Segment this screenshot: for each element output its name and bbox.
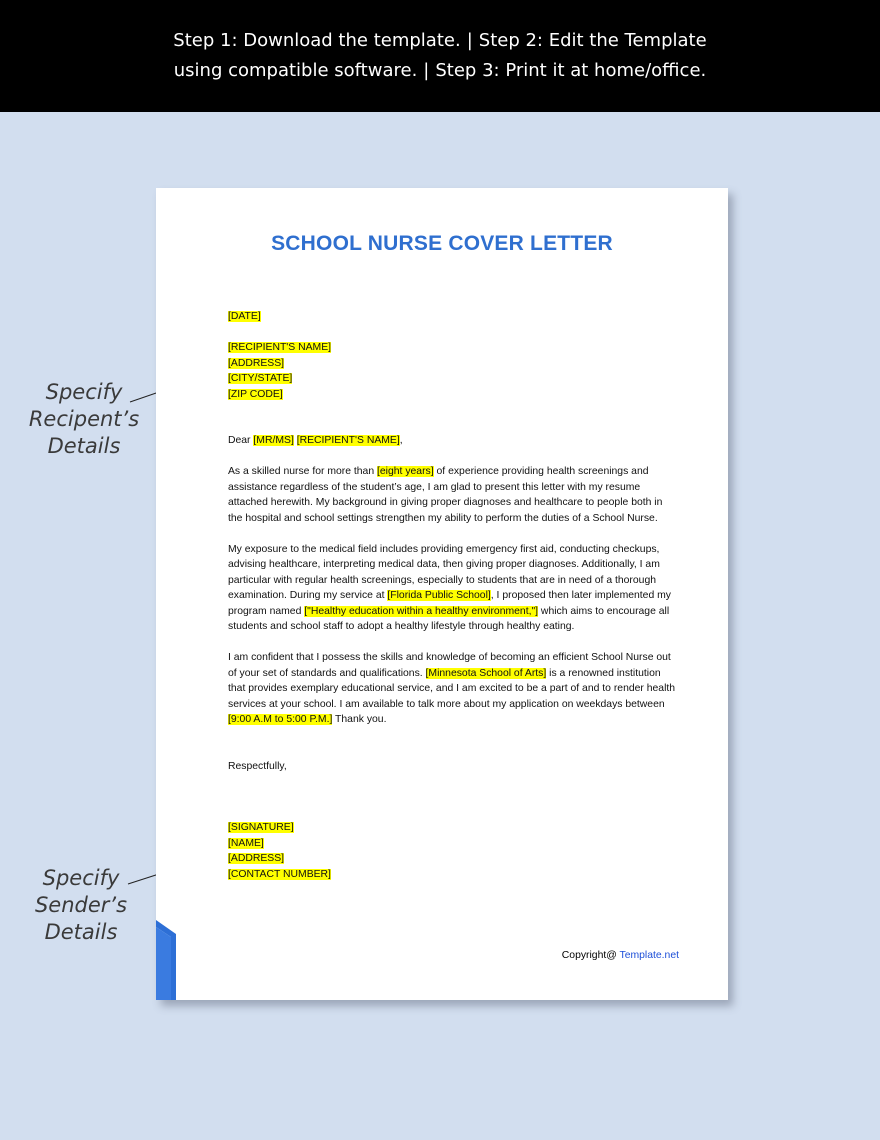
recipient-city-line xyxy=(228,371,678,387)
recipient-address-placeholder: [ADDRESS] xyxy=(228,357,285,369)
salutation-title-placeholder: [MR/MS] xyxy=(253,435,294,446)
paragraph-3 xyxy=(228,650,678,728)
letter-title: SCHOOL NURSE COVER LETTER xyxy=(271,232,613,255)
signature-placeholder: [SIGNATURE] xyxy=(228,822,294,833)
sender-address-line xyxy=(228,851,678,867)
paragraph-2 xyxy=(228,542,678,635)
institution-placeholder: [Minnesota School of Arts] xyxy=(425,667,547,679)
banner-separator: | xyxy=(466,30,473,51)
recipient-name-placeholder: [RECIPIENT'S NAME] xyxy=(228,342,332,353)
copyright-notice xyxy=(562,950,679,961)
salutation-name-placeholder: [RECIPIENT'S NAME] xyxy=(296,435,400,446)
annotation-line: Sender’s xyxy=(34,893,128,917)
date-placeholder: [DATE] xyxy=(228,311,261,322)
copyright-label: Copyright@ xyxy=(561,950,620,961)
hours-placeholder: [9:00 A.M to 5:00 P.M.] xyxy=(228,714,333,725)
salutation-comma: , xyxy=(399,435,403,446)
banner-separator: | xyxy=(423,60,430,81)
sender-address-placeholder: [ADDRESS] xyxy=(228,853,285,864)
sender-annotation xyxy=(26,865,136,946)
p3-text-a: I am confident that I possess the skills and knowledge of becoming an efficient School Nurse out of your set of standards and qualifications. xyxy=(228,652,671,679)
sender-contact-line xyxy=(228,867,678,883)
banner-step-3: Step 3: Print it at home/office. xyxy=(435,60,707,81)
recipient-annotation xyxy=(26,379,142,460)
copyright-brand: Template.net xyxy=(619,950,679,961)
years-placeholder: [eight years] xyxy=(377,466,434,477)
letter-body xyxy=(228,309,678,882)
p2-text-b: , I proposed then later implemented my program named xyxy=(228,590,671,617)
signature-line xyxy=(228,820,678,836)
sender-contact-placeholder: [CONTACT NUMBER] xyxy=(228,868,331,880)
annotation-line: Specify xyxy=(42,866,120,890)
banner-step-2b: using compatible software. xyxy=(173,60,418,81)
sender-name-line xyxy=(228,836,678,852)
annotation-line: Recipent’s xyxy=(28,407,140,431)
salutation xyxy=(228,433,678,449)
program-placeholder: ["Healthy education within a healthy environment,"] xyxy=(304,605,539,617)
letter-page xyxy=(156,188,728,1000)
p3-text-c: Thank you. xyxy=(332,714,387,725)
recipient-city-placeholder: [CITY/STATE] xyxy=(228,373,293,384)
date-line xyxy=(228,309,678,325)
recipient-name-line xyxy=(228,340,678,356)
closing: Respectfully, xyxy=(228,760,287,772)
recipient-zip-placeholder: [ZIP CODE] xyxy=(228,388,283,400)
banner-step-1: Step 1: Download the template. xyxy=(173,30,461,51)
annotation-line: Details xyxy=(44,920,118,944)
banner-step-2a: Step 2: Edit the Template xyxy=(478,30,707,51)
annotation-line: Details xyxy=(47,434,121,458)
p1-text-a: As a skilled nurse for more than xyxy=(228,466,378,477)
annotation-line: Specify xyxy=(45,380,123,404)
p2-text-c: which aims to encourage all students and school staff to adopt a healthy lifestyle through healthy eating. xyxy=(228,605,670,632)
p2-text-a: My exposure to the medical field includes providing emergency first aid, conducting checkups, advising healthcare, interpreting medical data, then giving proper diagnoses. Additionally, I am particular with regular health screenings, especially to students that are in need of a thorough examination. During my service at xyxy=(228,543,660,601)
corner-accent-decoration xyxy=(156,920,180,1000)
p3-text-b: is a renowned institution that provides exemplary educational service, and I am excited to be a part of and to render health services at your school. I am available to talk more about my application on weekdays between xyxy=(228,667,676,710)
paragraph-1 xyxy=(228,464,678,526)
recipient-address-line xyxy=(228,356,678,372)
school-placeholder: [Florida Public School] xyxy=(387,590,491,601)
salutation-dear: Dear xyxy=(228,435,254,446)
sender-name-placeholder: [NAME] xyxy=(228,837,264,849)
recipient-zip-line xyxy=(228,387,678,403)
p1-text-b: of experience providing health screenings and assistance regardless of the student’s age, I am glad to present this letter with my resume attached herewith. My background in giving proper diagnoses and healthcare to people both in the hospital and school settings strengthen my ability to perform the duties of a School Nurse. xyxy=(228,466,663,524)
